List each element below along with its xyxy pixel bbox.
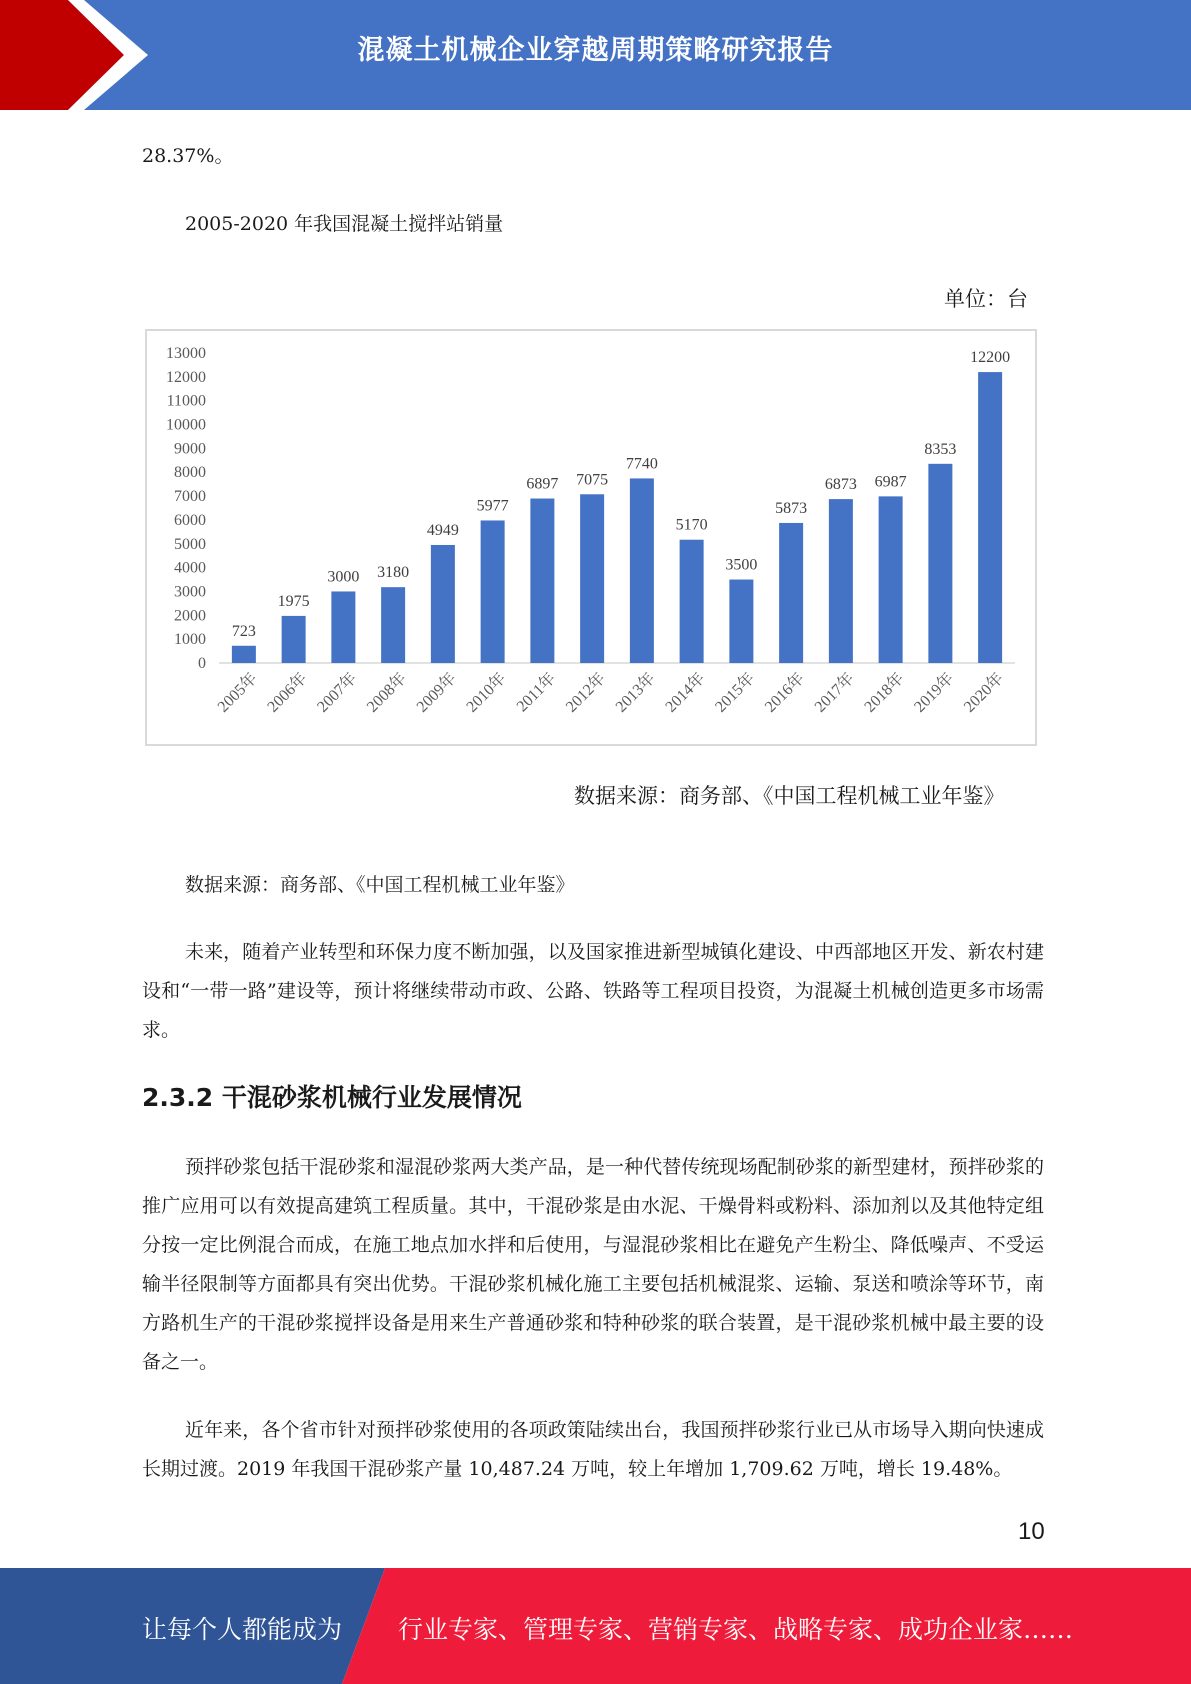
bar xyxy=(729,580,753,663)
x-tick-label: 2007年 xyxy=(314,669,361,716)
x-tick-label: 2011年 xyxy=(513,669,560,716)
data-label: 723 xyxy=(231,622,256,640)
bar xyxy=(580,494,604,663)
paragraph-3: 近年来，各个省市针对预拌砂浆使用的各项政策陆续出台，我国预拌砂浆行业已从市场导入期向快速成长期过渡。2019 年我国干混砂浆产量 10,487.24 万吨，较上年增加 1,709.62 万吨，增长 19.48%。 xyxy=(142,1419,1044,1480)
bar xyxy=(481,520,505,663)
y-tick-label: 8000 xyxy=(174,464,206,482)
data-label: 6873 xyxy=(824,476,857,494)
data-label: 8353 xyxy=(924,440,957,458)
bar xyxy=(431,545,455,663)
y-tick-label: 11000 xyxy=(166,392,206,410)
data-label: 3180 xyxy=(377,564,410,582)
x-tick-label: 2020年 xyxy=(960,669,1007,716)
x-tick-label: 2009年 xyxy=(413,669,460,716)
x-tick-label: 2013年 xyxy=(612,669,659,716)
x-tick-label: 2008年 xyxy=(363,669,410,716)
x-tick-label: 2018年 xyxy=(861,669,908,716)
chart-frame xyxy=(145,329,1037,746)
bar xyxy=(530,499,554,663)
bar xyxy=(630,478,654,663)
data-label: 7075 xyxy=(576,471,609,489)
y-tick-label: 7000 xyxy=(174,488,206,506)
data-label: 7740 xyxy=(625,455,658,473)
bar xyxy=(779,523,803,663)
chart-unit-label: 单位：台 xyxy=(944,287,1028,311)
x-tick-label: 2010年 xyxy=(463,669,510,716)
y-tick-label: 12000 xyxy=(166,368,206,386)
bar-chart xyxy=(147,331,1035,744)
x-tick-label: 2012年 xyxy=(562,669,609,716)
y-tick-label: 10000 xyxy=(166,416,206,434)
bar xyxy=(680,540,704,663)
x-tick-label: 2015年 xyxy=(712,669,759,716)
header-title: 混凝土机械企业穿越周期策略研究报告 xyxy=(357,35,834,66)
bar xyxy=(879,496,903,663)
data-label: 6897 xyxy=(526,475,559,493)
data-label: 5170 xyxy=(675,516,708,534)
y-tick-label: 0 xyxy=(198,655,206,672)
data-label: 1975 xyxy=(277,592,310,610)
bar xyxy=(331,591,355,663)
bar xyxy=(381,587,405,663)
bar xyxy=(928,464,952,663)
bar xyxy=(829,499,853,663)
page-header xyxy=(0,0,1191,110)
bar xyxy=(978,372,1002,663)
data-label: 5977 xyxy=(476,497,509,515)
y-tick-label: 4000 xyxy=(174,559,206,577)
bar xyxy=(232,646,256,663)
text-source: 数据来源：商务部、《中国工程机械工业年鉴》 xyxy=(185,874,575,896)
x-tick-label: 2016年 xyxy=(761,669,808,716)
page-number: 10 xyxy=(1018,1518,1045,1545)
paragraph-1: 未来，随着产业转型和环保力度不断加强，以及国家推进新型城镇化建设、中西部地区开发、新农村建设和“一带一路”建设等，预计将继续带动市政、公路、铁路等工程项目投资，为混凝土机械创造更多市场需求。 xyxy=(142,941,1044,1041)
section-heading: 2.3.2 干混砂浆机械行业发展情况 xyxy=(142,1083,522,1112)
y-tick-label: 6000 xyxy=(174,511,206,529)
y-tick-label: 5000 xyxy=(174,535,206,553)
data-label: 5873 xyxy=(775,499,808,517)
y-tick-label: 2000 xyxy=(174,607,206,625)
paragraph-2: 预拌砂浆包括干混砂浆和湿混砂浆两大类产品，是一种代替传统现场配制砂浆的新型建材，预拌砂浆的推广应用可以有效提高建筑工程质量。其中，干混砂浆是由水泥、干燥骨料或粉料、添加剂以及其他特定组分按一定比例混合而成，在施工地点加水拌和后使用，与湿混砂浆相比在避免产生粉尘、降低噪声、不受运输半径限制等方面都具有突出优势。干混砂浆机械化施工主要包括机械混浆、运输、泵送和喷涂等环节，南方路机生产的干混砂浆搅拌设备是用来生产普通砂浆和特种砂浆的联合装置，是干混砂浆机械中最主要的设备之一。 xyxy=(142,1156,1044,1373)
x-tick-label: 2014年 xyxy=(662,669,709,716)
data-label: 4949 xyxy=(426,521,459,539)
y-tick-label: 1000 xyxy=(174,631,206,649)
footer-slogan-right: 行业专家、管理专家、营销专家、战略专家、成功企业家…… xyxy=(398,1615,1074,1644)
x-tick-label: 2006年 xyxy=(264,669,311,716)
footer-slogan-left: 让每个人都能成为 xyxy=(142,1615,343,1644)
x-tick-label: 2017年 xyxy=(811,669,858,716)
data-label: 3000 xyxy=(327,568,360,586)
bar xyxy=(282,616,306,663)
x-tick-label: 2019年 xyxy=(911,669,958,716)
text-line: 28.37%。 xyxy=(142,145,234,167)
data-label: 3500 xyxy=(725,556,758,574)
x-tick-label: 2005年 xyxy=(214,669,261,716)
chart-caption: 2005-2020 年我国混凝土搅拌站销量 xyxy=(185,213,504,235)
y-tick-label: 3000 xyxy=(174,583,206,601)
y-tick-label: 13000 xyxy=(166,345,206,362)
chart-image-source: 数据来源：商务部、《中国工程机械工业年鉴》 xyxy=(574,784,1005,808)
y-tick-label: 9000 xyxy=(174,440,206,458)
data-label: 12200 xyxy=(970,349,1011,367)
data-label: 6987 xyxy=(874,473,907,491)
